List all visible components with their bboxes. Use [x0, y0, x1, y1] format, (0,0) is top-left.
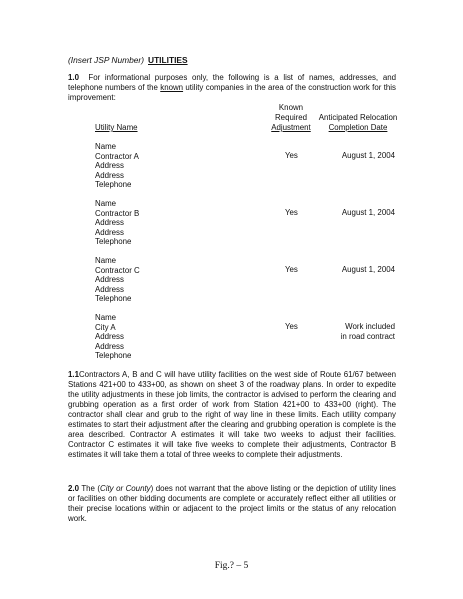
utility-company: City A [95, 322, 116, 332]
utility-completion-date [320, 265, 395, 275]
intro-known: known [160, 83, 184, 92]
paragraph-1-1 [68, 370, 396, 460]
utility-telephone: Telephone [95, 351, 132, 361]
utility-address: Address [95, 284, 124, 294]
paragraph-1-1-text: Contractors A, B and C will have utility facilities on the west side of Route 61/67 between Stations 421+00 to 433+00, as shown on sheet 3 of the roadway plans. In order to expedite the utility adjustments in these job limits, the contractor is advised to perform the clearing and grubbing operation as a first order of work from Station 421+00 to 433+00 (right). The contractor shall clear and grub to the right of way line in these limits. Each utility company estimates to start their adjustment after the clearing and grubbing operation is complete is the area described. Contractor A estimates it will take two weeks to adjust their facilities. Contractor C estimates it will take five weeks to complete their adjustments, Contractor B estimates it will take them a total of three weeks to complete their adjustments. [68, 370, 396, 459]
utility-address: Address [95, 332, 124, 342]
utility-name-label: Name [95, 142, 117, 151]
completion-date-line: August 1, 2004 [341, 151, 395, 160]
utility-company: Contractor C [95, 265, 140, 275]
utility-company: Contractor B [95, 208, 140, 218]
utility-telephone: Telephone [95, 294, 132, 304]
utility-address: Address [95, 161, 124, 171]
section-title: UTILITIES [148, 55, 188, 65]
utility-entry [95, 199, 139, 247]
column-header-adjustment-label: Adjustment [271, 123, 311, 132]
utility-completion-date [320, 208, 395, 218]
column-header-known: Known [278, 103, 304, 112]
page-footer: Fig.? – 5 [214, 561, 249, 571]
utility-adjustment: Yes [285, 322, 298, 331]
column-header-completion-date: Completion Date [328, 123, 388, 132]
column-header-utility-name [95, 123, 138, 133]
utility-entry [95, 256, 140, 304]
paragraph-2-0-text-after: ) does not warrant that the above listing or the depiction of utility lines or facilities on other bidding documents are complete or accurately reflect either all utilities or their precise locations within or adjacent to the project limits or the status of any relocation work. [68, 484, 396, 523]
intro-number: 1.0 [68, 73, 79, 82]
intro-paragraph [68, 73, 396, 103]
completion-date-line: in road contract [340, 331, 395, 341]
completion-date-line: August 1, 2004 [341, 208, 395, 217]
intro-text-before: For informational purposes only, the following is a list of names, addresses, and telephone numbers of the [68, 73, 396, 92]
paragraph-2-0 [68, 484, 396, 524]
utility-address: Address [95, 227, 124, 237]
utility-adjustment: Yes [285, 265, 298, 274]
intro-text-after: utility companies in the area of the construction work for this improvement: [68, 83, 396, 102]
utility-completion-date [320, 151, 395, 161]
section-header [68, 55, 188, 65]
jsp-number: (Insert JSP Number) [68, 55, 145, 65]
utility-entry [95, 313, 131, 361]
completion-date-line: August 1, 2004 [341, 265, 395, 274]
paragraph-2-0-italic: City or County [100, 484, 151, 493]
column-header-required: Required [274, 113, 308, 122]
utility-telephone: Telephone [95, 237, 132, 247]
utility-name-label: Name [95, 256, 117, 265]
paragraph-2-0-text-before: The ( [81, 484, 101, 493]
utility-entry [95, 142, 139, 190]
column-header-anticipated [308, 113, 408, 133]
column-header-anticipated-relocation: Anticipated Relocation [318, 113, 398, 122]
completion-date-line: Work included [345, 322, 395, 331]
utility-address: Address [95, 341, 124, 351]
utility-adjustment: Yes [285, 208, 298, 217]
utility-telephone: Telephone [95, 180, 132, 190]
paragraph-1-1-number: 1.1 [68, 370, 79, 379]
utility-name-label: Name [95, 199, 117, 208]
utility-address: Address [95, 218, 124, 228]
utility-address: Address [95, 275, 124, 285]
utility-adjustment: Yes [285, 151, 298, 160]
column-header-utility-name-label: Utility Name [95, 123, 138, 132]
utility-company: Contractor A [95, 151, 139, 161]
paragraph-2-0-number: 2.0 [68, 484, 79, 493]
utility-address: Address [95, 170, 124, 180]
utility-completion-date [320, 322, 395, 341]
utility-name-label: Name [95, 313, 117, 322]
